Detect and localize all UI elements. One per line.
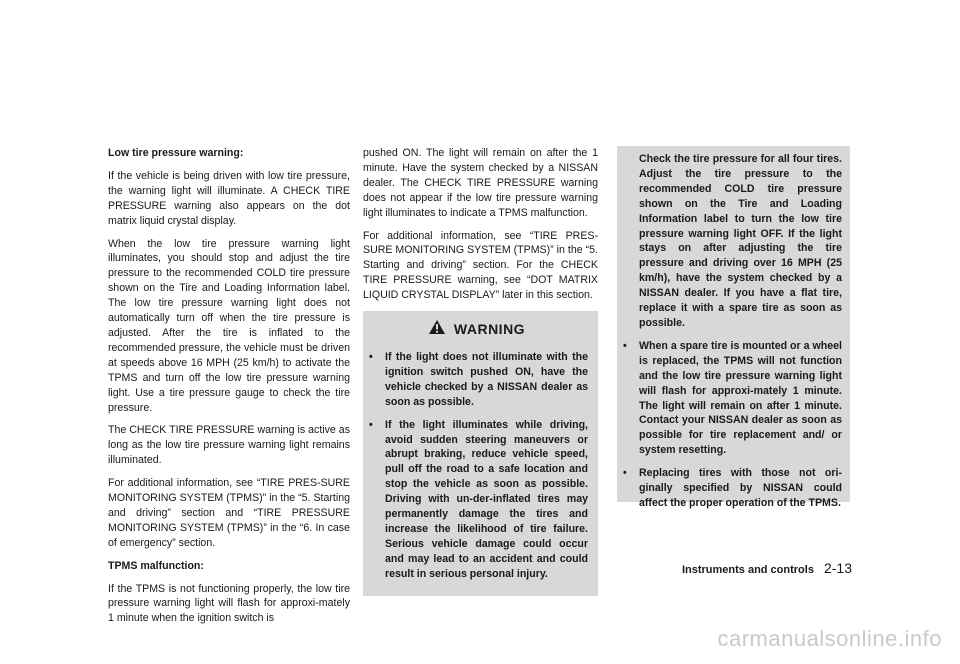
page-footer — [682, 560, 852, 576]
paragraph: When the low tire pressure warning light illuminates, you should stop and adjust the tire pressure to the recommended COLD tire pressure shown on the Tire and Loading Information label. The low tire pressure warning light does not automatically turn off when the tire pressure is adjusted. After the tire is inflated to the recommended pressure, the vehicle must be driven at speeds above 16 MPH (25 km/h) to activate the TPMS and turn off the low tire pressure warning light. Use a tire pressure gauge to check the tire pressure. — [108, 237, 350, 414]
warning-title: WARNING — [453, 321, 526, 338]
warning-item — [365, 418, 588, 582]
paragraph: If the vehicle is being driven with low tire pressure, the warning light will illuminate. A CHECK TIRE PRESSURE warning also appears on the dot matrix liquid crystal display. — [108, 169, 350, 227]
warning-box — [363, 311, 598, 596]
warning-item-text: When a spare tire is mounted or a wheel is replaced, the TPMS will not function and the low tire pressure warning light will flash for approxi-mately 1 minute. The light will remain on after 1 minute. Contact your NISSAN dealer as soon as possible for tire replacement and/ or system resetting. — [639, 339, 842, 457]
heading-low-tire-pressure: Low tire pressure warning: — [108, 147, 244, 159]
paragraph: pushed ON. The light will remain on after the 1 minute. Have the system checked by a NISSAN dealer. The CHECK TIRE PRESSURE warning does not appear if the low tire pressure warning light illuminates to indicate a TPMS malfunction. — [363, 147, 598, 219]
warning-item — [619, 152, 842, 331]
bullet: • — [369, 350, 373, 363]
heading-tpms-malfunction: TPMS malfunction: — [108, 559, 204, 572]
paragraph: The CHECK TIRE PRESSURE warning is active as long as the low tire pressure warning light remains illuminated. — [108, 424, 350, 467]
bullet: • — [369, 418, 373, 431]
warning-item — [365, 350, 588, 410]
column-1 — [108, 146, 350, 634]
paragraph: If the TPMS is not functioning properly, the low tire pressure warning light will flash for approxi-mately 1 minute when the ignition switch is — [108, 582, 350, 625]
watermark: carmanualsonline.info — [717, 626, 942, 651]
bullet-empty — [619, 152, 639, 331]
warning-box-continued — [617, 146, 850, 509]
warning-triangle-icon — [428, 319, 446, 340]
warning-item — [619, 339, 842, 458]
bullet: • — [623, 339, 627, 352]
paragraph: For additional information, see “TIRE PRES-SURE MONITORING SYSTEM (TPMS)” in the “5. Starting and driving” section. For the CHECK TIRE PRESSURE warning, see “DOT MATRIX LIQUID CRYSTAL DISPLAY” later in this section. — [363, 229, 598, 302]
footer-section-title: Instruments and controls — [681, 564, 814, 576]
warning-item-text: Check the tire pressure for all four tires. Adjust the tire pressure to the recommended COLD tire pressure shown on the Tire and Loading Information label to turn the low tire pressure warning light OFF. If the light stays on after adjusting the tire pressure and driving over 16 MPH (25 km/h), have the system checked by a NISSAN dealer. If you have a flat tire, replace it with a spare tire as soon as possible. — [639, 153, 842, 329]
column-2 — [363, 146, 598, 596]
page-number: 2-13 — [823, 560, 852, 576]
warning-item-text: Replacing tires with those not ori-ginally specified by NISSAN could affect the proper operation of the TPMS. — [639, 467, 842, 509]
warning-header — [365, 319, 588, 340]
warning-item — [619, 466, 842, 511]
warning-item-text: If the light does not illuminate with the ignition switch pushed ON, have the vehicle checked by a NISSAN dealer as soon as possible. — [385, 350, 588, 408]
bullet: • — [623, 467, 627, 480]
warning-item-text: If the light illuminates while driving, avoid sudden steering maneuvers or abrupt braking, reduce vehicle speed, pull off the road to a safe location and stop the vehicle as soon as possible. Driving with un-der-inflated tires may permanently damage the tires and increase the likelihood of tire failure. Serious vehicle damage could occur and may lead to an accident and could result in serious personal injury. — [385, 418, 588, 580]
paragraph: For additional information, see “TIRE PRES-SURE MONITORING SYSTEM (TPMS)” in the “5. Starting and driving” section and “TIRE PRESSURE MONITORING SYSTEM (TPMS)” in the “6. In case of emergency” section. — [108, 477, 350, 549]
